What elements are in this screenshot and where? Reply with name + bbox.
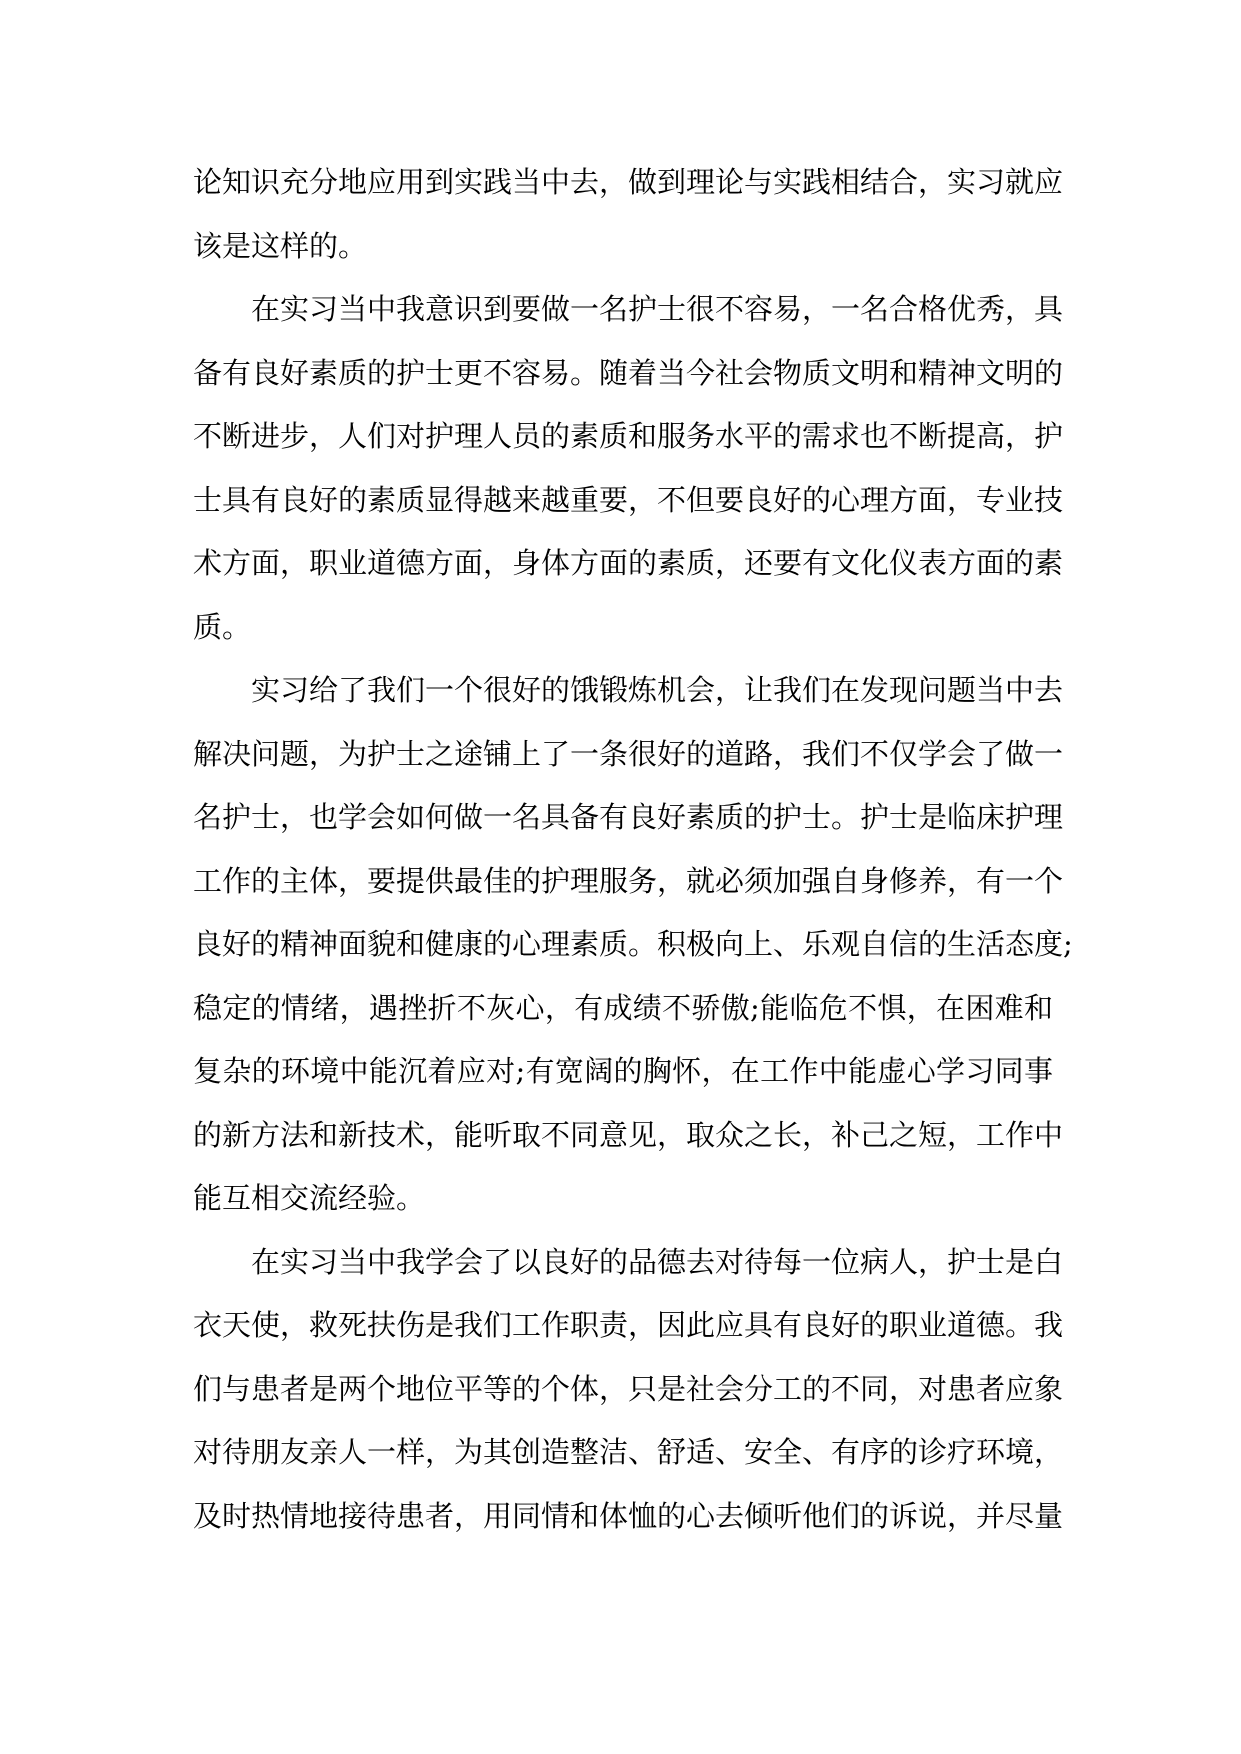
text-line: 的新方法和新技术，能听取不同意见，取众之长，补己之短，工作中 bbox=[193, 1117, 1064, 1152]
text-line: 术方面，职业道德方面，身体方面的素质，还要有文化仪表方面的素 bbox=[193, 546, 1064, 580]
body-text bbox=[193, 158, 1073, 1555]
paragraph-first-line: 在实习当中我学会了以良好的品德去对待每一位病人，护士是白 bbox=[251, 1244, 1064, 1279]
text-line: 衣天使，救死扶伤是我们工作职责，因此应具有良好的职业道德。我 bbox=[193, 1308, 1064, 1342]
paragraph-first-line: 实习给了我们一个很好的饿锻炼机会，让我们在发现问题当中去 bbox=[251, 673, 1064, 707]
text-line: 备有良好素质的护士更不容易。随着当今社会物质文明和精神文明的 bbox=[193, 355, 1064, 390]
text-line: 论知识充分地应用到实践当中去，做到理论与实践相结合，实习就应 bbox=[193, 165, 1064, 199]
text-line: 及时热情地接待患者，用同情和体恤的心去倾听他们的诉说，并尽量 bbox=[193, 1498, 1064, 1533]
text-line: 名护士，也学会如何做一名具备有良好素质的护士。护士是临床护理 bbox=[193, 800, 1064, 834]
text-line: 解决问题，为护士之途铺上了一条很好的道路，我们不仅学会了做一 bbox=[193, 736, 1064, 771]
text-line: 质。 bbox=[193, 609, 252, 644]
text-line: 士具有良好的素质显得越来越重要，不但要良好的心理方面，专业技 bbox=[193, 482, 1064, 517]
text-line: 能互相交流经验。 bbox=[193, 1181, 426, 1215]
text-line: 不断进步，人们对护理人员的素质和服务水平的需求也不断提高，护 bbox=[193, 419, 1064, 453]
text-line: 该是这样的。 bbox=[193, 228, 368, 263]
text-line: 稳定的情绪，遇挫折不灰心，有成绩不骄傲;能临危不惧，在困难和 bbox=[193, 990, 1053, 1025]
text-line: 良好的精神面貌和健康的心理素质。积极向上、乐观自信的生活态度; bbox=[193, 927, 1073, 961]
text-line: 对待朋友亲人一样，为其创造整洁、舒适、安全、有序的诊疗环境， bbox=[193, 1435, 1064, 1469]
text-line: 复杂的环境中能沉着应对;有宽阔的胸怀，在工作中能虚心学习同事 bbox=[193, 1054, 1053, 1088]
text-line: 们与患者是两个地位平等的个体，只是社会分工的不同，对患者应象 bbox=[193, 1371, 1064, 1406]
paragraph-first-line: 在实习当中我意识到要做一名护士很不容易，一名合格优秀，具 bbox=[251, 292, 1064, 326]
text-line: 工作的主体，要提供最佳的护理服务，就必须加强自身修养，有一个 bbox=[193, 863, 1064, 898]
